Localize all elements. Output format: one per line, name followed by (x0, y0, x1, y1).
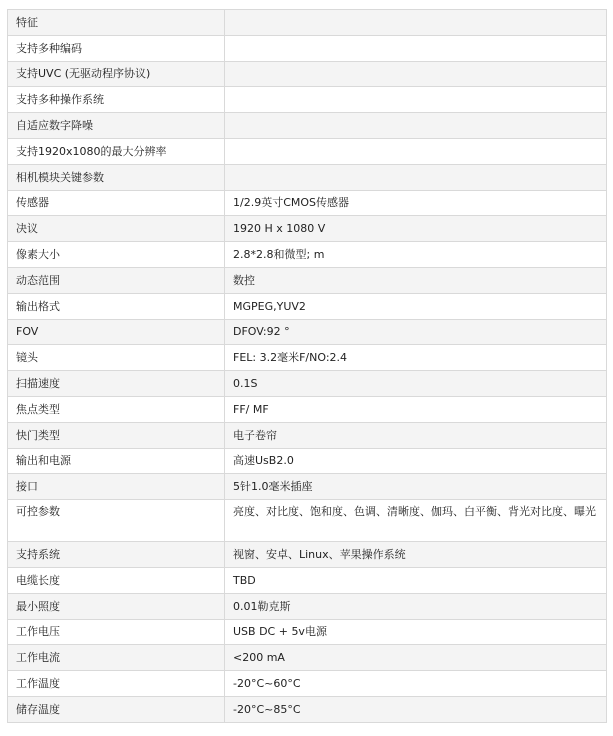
feature-cell: 决议 (8, 216, 225, 242)
table-row (8, 190, 607, 216)
table-row (8, 293, 607, 319)
feature-cell: FOV (8, 319, 225, 345)
table-row (8, 87, 607, 113)
value-cell (225, 87, 607, 113)
value-cell: 视窗、安卓、Linux、苹果操作系统 (225, 542, 607, 568)
value-cell: FF/ MF (225, 396, 607, 422)
value-cell (225, 35, 607, 61)
value-cell: MGPEG,YUV2 (225, 293, 607, 319)
feature-cell: 自适应数字降噪 (8, 113, 225, 139)
value-cell: -20°C~85°C (225, 696, 607, 722)
table-row (8, 696, 607, 722)
value-cell (225, 164, 607, 190)
feature-cell: 工作电流 (8, 645, 225, 671)
feature-cell: 支持系统 (8, 542, 225, 568)
table-row (8, 216, 607, 242)
value-cell: 高速UsB2.0 (225, 448, 607, 474)
feature-cell: 输出格式 (8, 293, 225, 319)
feature-cell: 支持多种编码 (8, 35, 225, 61)
value-cell: FEL: 3.2毫米F/NO:2.4 (225, 345, 607, 371)
feature-cell: 支持UVC (无驱动程序协议) (8, 61, 225, 87)
feature-cell: 支持1920x1080的最大分辨率 (8, 138, 225, 164)
table-row (8, 267, 607, 293)
value-cell: 亮度、对比度、饱和度、色调、清晰度、伽玛、白平衡、背光对比度、曝光 (225, 500, 607, 542)
feature-cell: 接口 (8, 474, 225, 500)
feature-cell: 输出和电源 (8, 448, 225, 474)
feature-cell: 工作温度 (8, 671, 225, 697)
feature-cell: 电缆长度 (8, 567, 225, 593)
value-cell: TBD (225, 567, 607, 593)
value-cell (225, 61, 607, 87)
table-row (8, 138, 607, 164)
table-row (8, 35, 607, 61)
feature-cell: 最小照度 (8, 593, 225, 619)
table-row (8, 422, 607, 448)
feature-cell: 镜头 (8, 345, 225, 371)
table-row (8, 645, 607, 671)
feature-cell: 相机模块关键参数 (8, 164, 225, 190)
feature-cell: 快门类型 (8, 422, 225, 448)
value-cell: -20°C~60°C (225, 671, 607, 697)
table-row (8, 61, 607, 87)
table-row (8, 371, 607, 397)
value-cell: 0.1S (225, 371, 607, 397)
value-cell: 电子卷帘 (225, 422, 607, 448)
feature-cell: 扫描速度 (8, 371, 225, 397)
feature-cell: 支持多种操作系统 (8, 87, 225, 113)
value-cell: 1/2.9英寸CMOS传感器 (225, 190, 607, 216)
value-cell (225, 138, 607, 164)
feature-cell: 动态范围 (8, 267, 225, 293)
value-cell (225, 113, 607, 139)
value-cell: DFOV:92 ° (225, 319, 607, 345)
table-row (8, 671, 607, 697)
feature-cell: 储存温度 (8, 696, 225, 722)
spec-table (7, 9, 607, 723)
value-cell: 数控 (225, 267, 607, 293)
table-row (8, 542, 607, 568)
table-row (8, 396, 607, 422)
value-cell: 2.8*2.8和微型; m (225, 242, 607, 268)
value-cell: 1920 H x 1080 V (225, 216, 607, 242)
feature-cell: 工作电压 (8, 619, 225, 645)
table-row (8, 567, 607, 593)
spec-table-body (8, 10, 607, 723)
feature-cell: 可控参数 (8, 500, 225, 542)
value-cell: 5针1.0毫米插座 (225, 474, 607, 500)
table-row (8, 113, 607, 139)
table-row (8, 319, 607, 345)
feature-cell: 传感器 (8, 190, 225, 216)
table-row (8, 10, 607, 36)
table-row (8, 474, 607, 500)
value-cell: <200 mA (225, 645, 607, 671)
table-row (8, 345, 607, 371)
feature-cell: 像素大小 (8, 242, 225, 268)
value-cell (225, 10, 607, 36)
table-row (8, 500, 607, 542)
table-row (8, 164, 607, 190)
value-cell: USB DC + 5v电源 (225, 619, 607, 645)
value-cell: 0.01勒克斯 (225, 593, 607, 619)
feature-cell: 焦点类型 (8, 396, 225, 422)
table-row (8, 242, 607, 268)
feature-cell: 特征 (8, 10, 225, 36)
table-row (8, 619, 607, 645)
table-row (8, 448, 607, 474)
table-row (8, 593, 607, 619)
